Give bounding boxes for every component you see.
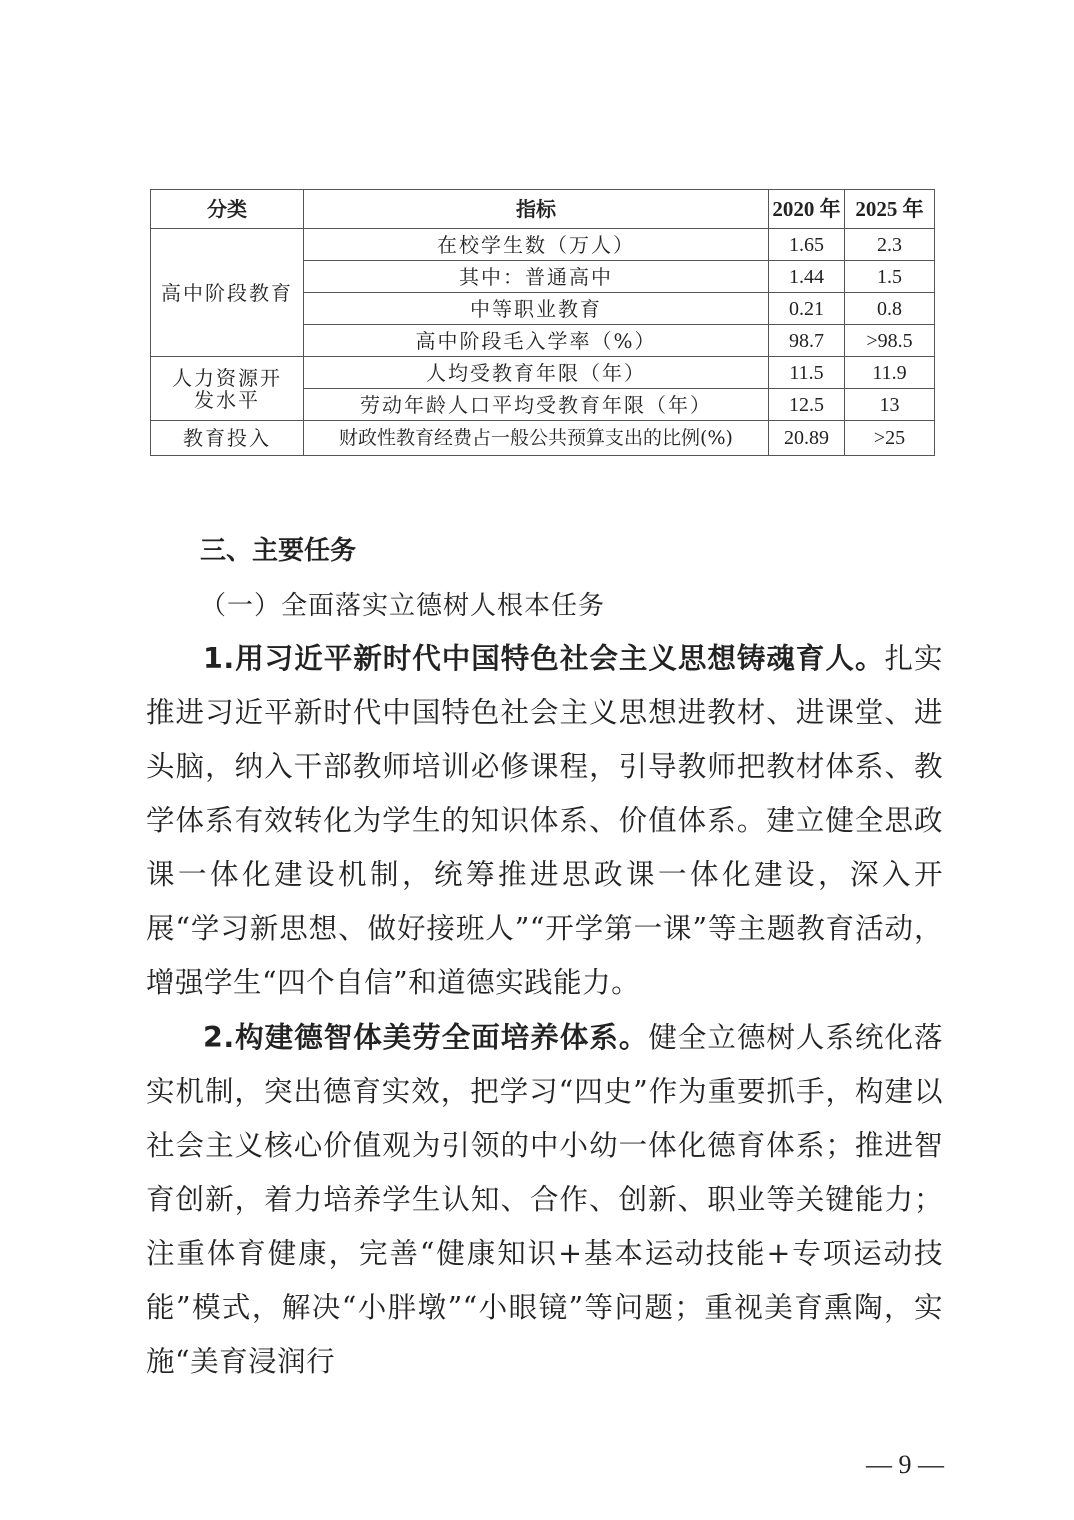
sub-title: （一）全面落实立德树人根本任务	[200, 591, 606, 621]
value-2025-cell: 13	[845, 389, 935, 421]
value-2025-cell: 11.9	[845, 357, 935, 389]
indicator-cell: 财政性教育经费占一般公共预算支出的比例(%)	[304, 421, 769, 456]
value-2020-cell: 98.7	[769, 325, 845, 357]
section-title: 三、主要任务	[200, 536, 357, 566]
paragraph-1	[146, 632, 943, 1010]
value-2020-cell: 0.21	[769, 293, 845, 325]
paragraph-body: 扎实推进习近平新时代中国特色社会主义思想进教材、进课堂、进头脑，纳入干部教师培训必修课程，引导教师把教材体系、教学体系有效转化为学生的知识体系、价值体系。建立健全思政课一体化建设机制，统筹推进思政课一体化建设，深入开展“学习新思想、做好接班人”“开学第一课”等主题教育活动，增强学生“四个自信”和道德实践能力。	[146, 642, 943, 999]
table-row	[151, 421, 935, 456]
indicator-cell: 其中：普通高中	[304, 261, 769, 293]
indicator-cell: 劳动年龄人口平均受教育年限（年）	[304, 389, 769, 421]
indicator-cell: 中等职业教育	[304, 293, 769, 325]
paragraph-body: 健全立德树人系统化落实机制，突出德育实效，把学习“四史”作为重要抓手，构建以社会主义核心价值观为引领的中小幼一体化德育体系；推进智育创新，着力培养学生认知、合作、创新、职业等关键能力；注重体育健康，完善“健康知识+基本运动技能+专项运动技能”模式，解决“小胖墩”“小眼镜”等问题；重视美育熏陶，实施“美育浸润行	[146, 1021, 943, 1378]
value-2020-cell: 11.5	[769, 357, 845, 389]
header-2020: 2020 年	[769, 190, 845, 229]
value-2020-cell: 12.5	[769, 389, 845, 421]
value-2025-cell: 1.5	[845, 261, 935, 293]
value-2020-cell: 20.89	[769, 421, 845, 456]
category-cell: 人力资源开发水平	[151, 357, 304, 421]
value-2025-cell: >98.5	[845, 325, 935, 357]
indicator-cell: 人均受教育年限（年）	[304, 357, 769, 389]
paragraph-lead: 1.用习近平新时代中国特色社会主义思想铸魂育人。	[203, 642, 885, 675]
header-category: 分类	[151, 190, 304, 229]
header-2025: 2025 年	[845, 190, 935, 229]
paragraph-2	[146, 1011, 943, 1389]
indicator-table	[150, 189, 935, 456]
table-row	[151, 357, 935, 389]
paragraph-lead: 2.构建德智体美劳全面培养体系。	[203, 1021, 649, 1054]
indicator-cell: 在校学生数（万人）	[304, 229, 769, 261]
value-2020-cell: 1.65	[769, 229, 845, 261]
table-row	[151, 229, 935, 261]
category-cell: 教育投入	[151, 421, 304, 456]
header-indicator: 指标	[304, 190, 769, 229]
value-2025-cell: 2.3	[845, 229, 935, 261]
category-cell: 高中阶段教育	[151, 229, 304, 357]
value-2020-cell: 1.44	[769, 261, 845, 293]
value-2025-cell: 0.8	[845, 293, 935, 325]
page-number: — 9 —	[866, 1450, 944, 1479]
value-2025-cell: >25	[845, 421, 935, 456]
table-header-row	[151, 190, 935, 229]
indicator-cell: 高中阶段毛入学率（%）	[304, 325, 769, 357]
